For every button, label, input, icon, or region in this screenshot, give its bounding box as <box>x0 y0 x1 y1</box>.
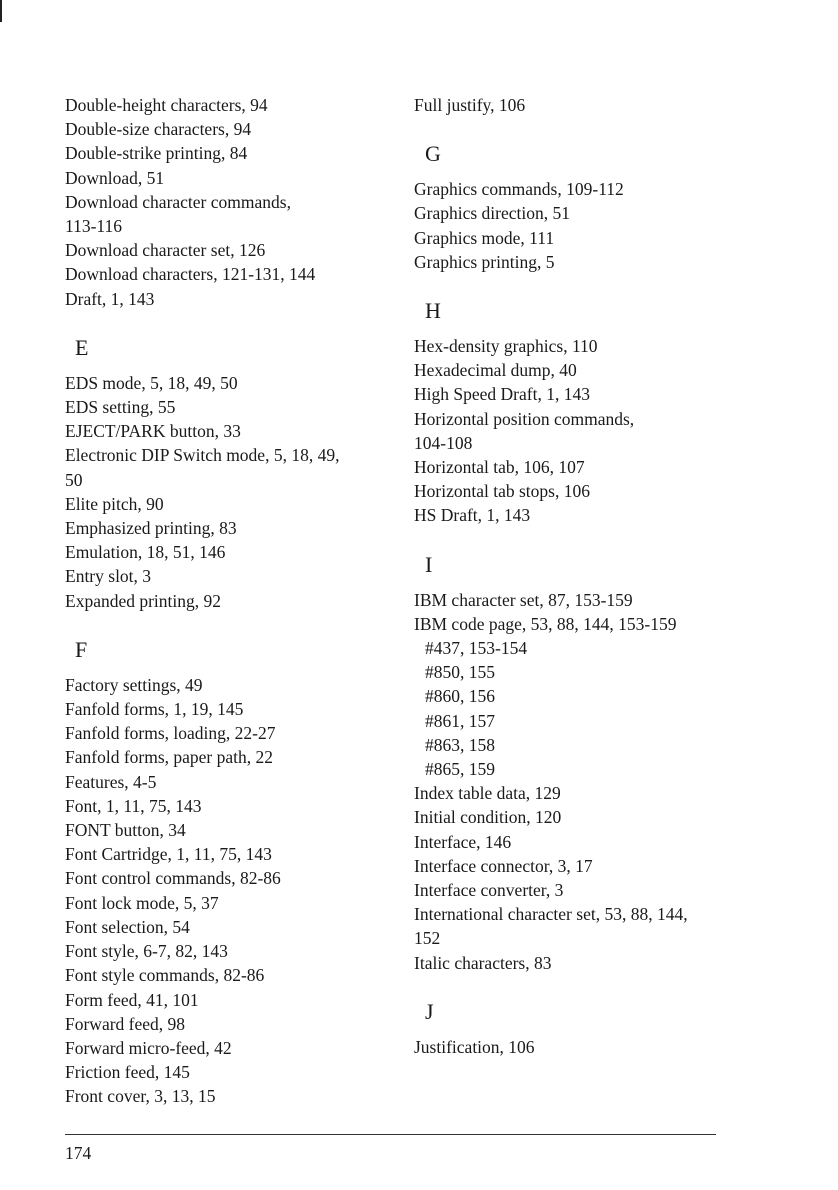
index-subentry: #860, 156 <box>425 686 495 707</box>
index-entry: Double-strike printing, 84 <box>65 143 248 164</box>
index-entry: Forward micro-feed, 42 <box>65 1037 232 1058</box>
index-entry: Fanfold forms, loading, 22-27 <box>65 723 276 744</box>
index-entry: Font Cartridge, 1, 11, 75, 143 <box>65 844 272 865</box>
index-entry: Graphics mode, 111 <box>414 227 555 248</box>
index-entry: Electronic DIP Switch mode, 5, 18, 49, <box>65 445 340 466</box>
section-letter-e: E <box>75 334 89 360</box>
index-entry: IBM code page, 53, 88, 144, 153-159 <box>414 613 677 634</box>
index-entry: Horizontal position commands, <box>414 408 635 429</box>
index-entry: Double-height characters, 94 <box>65 95 268 115</box>
index-entry: Font style, 6-7, 82, 143 <box>65 941 228 962</box>
page-number: 174 <box>65 1143 92 1163</box>
index-entry: Italic characters, 83 <box>414 952 552 973</box>
section-letter-j: J <box>425 998 434 1024</box>
index-entry: EDS mode, 5, 18, 49, 50 <box>65 372 238 393</box>
index-entry: Full justify, 106 <box>414 95 526 115</box>
index-entry: Emphasized printing, 83 <box>65 518 237 539</box>
footer-rule <box>65 1134 716 1135</box>
section-letter-i: I <box>425 551 433 577</box>
index-entry: Fanfold forms, paper path, 22 <box>65 747 274 768</box>
index-entry: Initial condition, 120 <box>414 807 562 828</box>
index-entry: Factory settings, 49 <box>65 674 203 695</box>
index-entry: Font, 1, 11, 75, 143 <box>65 795 202 816</box>
index-entry: Front cover, 3, 13, 15 <box>65 1086 216 1107</box>
index-entry: FONT button, 34 <box>65 820 186 841</box>
index-entry: Font control commands, 82-86 <box>65 868 281 889</box>
index-entry: Entry slot, 3 <box>65 566 152 587</box>
index-entry-continuation: 113-116 <box>65 216 123 237</box>
index-entry: Interface converter, 3 <box>414 880 564 901</box>
index-entry: Horizontal tab stops, 106 <box>414 481 590 502</box>
index-entry: Interface, 146 <box>414 831 512 852</box>
index-subentry: #865, 159 <box>425 759 495 780</box>
index-entry: Hexadecimal dump, 40 <box>414 360 577 381</box>
index-entry: Form feed, 41, 101 <box>65 989 199 1010</box>
index-entry: EJECT/PARK button, 33 <box>65 421 241 442</box>
index-entry: International character set, 53, 88, 144, <box>414 904 688 925</box>
index-entry: Download, 51 <box>65 167 165 188</box>
section-letter-f: F <box>75 636 88 662</box>
index-entry: Index table data, 129 <box>414 783 561 804</box>
index-entry: Download character commands, <box>65 191 291 212</box>
index-entry: Font lock mode, 5, 37 <box>65 892 219 913</box>
index-entry: Draft, 1, 143 <box>65 288 155 309</box>
index-entry: High Speed Draft, 1, 143 <box>414 384 590 405</box>
index-column-right <box>414 93 729 1059</box>
index-entry: Friction feed, 145 <box>65 1062 190 1083</box>
index-entry: HS Draft, 1, 143 <box>414 505 531 526</box>
index-entry: Double-size characters, 94 <box>65 119 252 140</box>
index-column-left <box>65 93 385 1109</box>
index-entry: IBM character set, 87, 153-159 <box>414 589 633 610</box>
index-entry: Emulation, 18, 51, 146 <box>65 542 226 563</box>
index-entry: Interface connector, 3, 17 <box>414 855 593 876</box>
index-entry: EDS setting, 55 <box>65 397 176 418</box>
section-letter-g: G <box>425 141 441 167</box>
index-entry: Graphics commands, 109-112 <box>414 179 624 200</box>
index-entry: Font selection, 54 <box>65 916 190 937</box>
index-entry: Forward feed, 98 <box>65 1013 186 1034</box>
section-letter-h: H <box>425 298 441 324</box>
index-entry: Download character set, 126 <box>65 240 266 261</box>
index-entry: Horizontal tab, 106, 107 <box>414 457 585 478</box>
index-entry: Hex-density graphics, 110 <box>414 336 598 357</box>
index-subentry: #437, 153-154 <box>425 638 528 659</box>
index-entry: Graphics printing, 5 <box>414 251 555 272</box>
index-entry: Fanfold forms, 1, 19, 145 <box>65 699 244 720</box>
index-entry-continuation: 104-108 <box>414 432 473 453</box>
index-subentry: #863, 158 <box>425 734 495 755</box>
index-entry: Download characters, 121-131, 144 <box>65 264 316 285</box>
index-entry: Font style commands, 82-86 <box>65 965 265 986</box>
index-entry: Graphics direction, 51 <box>414 203 570 224</box>
scan-edge-mark <box>0 0 2 22</box>
index-entry: Justification, 106 <box>414 1036 535 1057</box>
index-subentry: #850, 155 <box>425 662 495 683</box>
index-entry: Expanded printing, 92 <box>65 590 222 611</box>
index-entry-continuation: 152 <box>414 928 441 949</box>
index-entry: Elite pitch, 90 <box>65 493 164 514</box>
index-entry: Features, 4-5 <box>65 771 157 792</box>
index-subentry: #861, 157 <box>425 710 495 731</box>
index-entry-continuation: 50 <box>65 469 83 490</box>
